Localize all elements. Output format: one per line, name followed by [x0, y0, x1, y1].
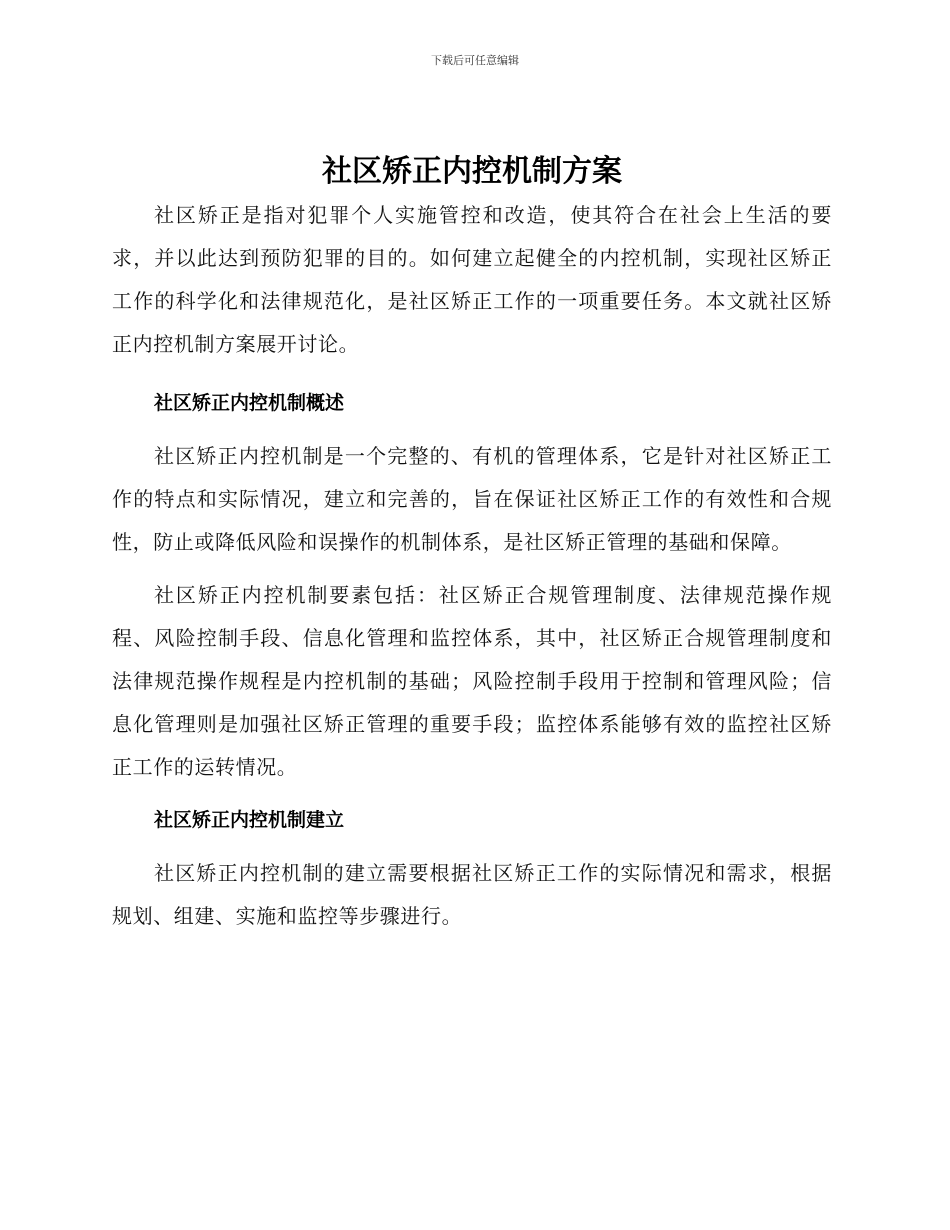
- overview-paragraph-2: 社区矫正内控机制要素包括：社区矫正合规管理制度、法律规范操作规程、风险控制手段、信息化管理和监控体系，其中，社区矫正合规管理制度和法律规范操作规程是内控机制的基础；风险控制手段用于控制和管理风险；信息化管理则是加强社区矫正管理的重要手段；监控体系能够有效的监控社区矫正工作的运转情况。: [112, 583, 832, 779]
- section-heading-establishment: 社区矫正内控机制建立: [154, 809, 345, 831]
- section-heading-overview: 社区矫正内控机制概述: [154, 392, 345, 414]
- spacer: [112, 564, 832, 574]
- spacer: [112, 366, 832, 382]
- overview-paragraph-1: 社区矫正内控机制是一个完整的、有机的管理体系，它是针对社区矫正工作的特点和实际情况，建立和完善的，旨在保证社区矫正工作的有效性和合规性，防止或降低风险和误操作的机制体系，是社区矫正管理的基础和保障。: [112, 444, 832, 554]
- spacer: [112, 842, 832, 852]
- spacer: [112, 425, 832, 435]
- document-title: 社区矫正内控机制方案: [322, 154, 622, 189]
- document-body: [112, 150, 832, 938]
- intro-paragraph: 社区矫正是指对犯罪个人实施管控和改造，使其符合在社会上生活的要求，并以此达到预防犯罪的目的。如何建立起健全的内控机制，实现社区矫正工作的科学化和法律规范化，是社区矫正工作的一项重要任务。本文就社区矫正内控机制方案展开讨论。: [112, 203, 832, 356]
- establishment-paragraph-1: 社区矫正内控机制的建立需要根据社区矫正工作的实际情况和需求，根据规划、组建、实施和监控等步骤进行。: [112, 861, 832, 928]
- spacer: [112, 789, 832, 799]
- header-note: 下载后可任意编辑: [431, 54, 519, 67]
